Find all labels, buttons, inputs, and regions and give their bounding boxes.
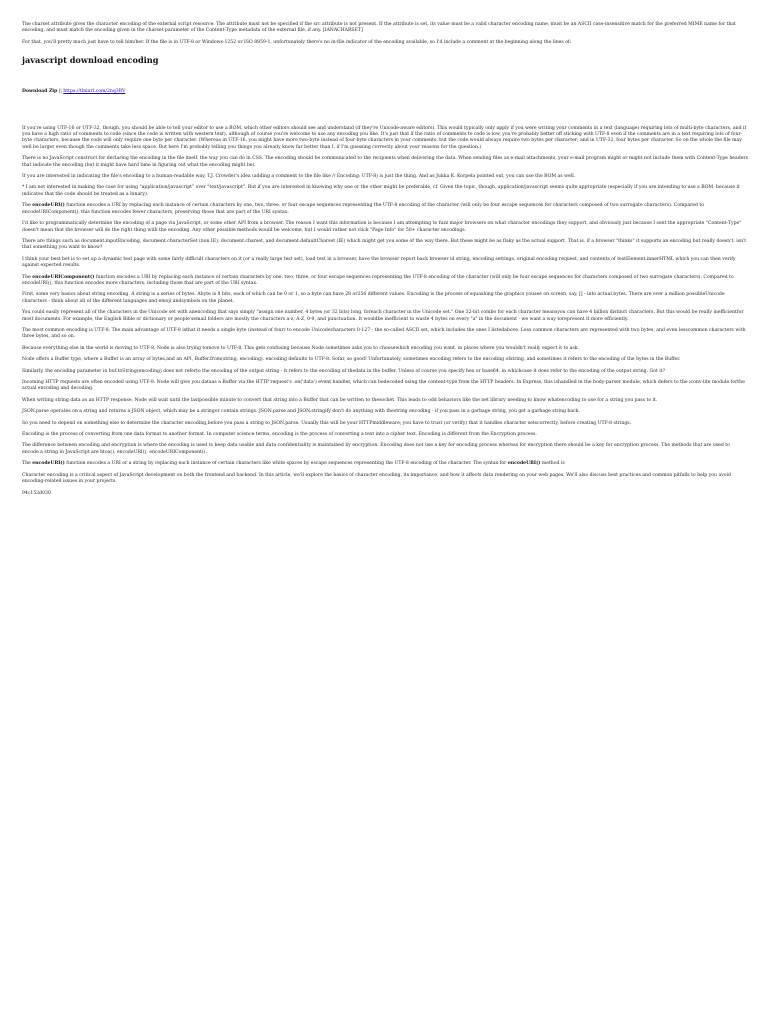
intro-paragraph-2: For that, you'll pretty much just have to tell him/her. If the file is in UTF-8 or Windows-1252 or ISO 8859-1, unfortunately there's no in-file indicator of the encoding available, so I'd include a comment at the beginning along the lines of: <box>22 39 572 45</box>
body-paragraph: * I am not interested in making the case for using "application/javascript" over "text/javascript". But if you are interested in knowing why one or the other might be preferable, cf. Given the topic, though, application/javascript seems quite appropriate (especially if you are intending to use a BOM, because it indicates that the code should be treated as a binary). <box>22 185 740 197</box>
inline-code-term: encodeURI() <box>32 203 65 209</box>
body-paragraph: Because everything else in the world is moving to UTF-8, Node is also trying tomove to UTF-8. This gets confusing because Node sometimes asks you to choosewhich encoding you want, in places where you wouldn't really expect it to ask. <box>22 345 580 351</box>
body-paragraph: JSON.parse operates on a string and returns a JSON object, which may be a stringor contain strings. JSON.parse and JSON.stringify don't do anything with thestring encoding - if you pass in a garbage string, you get a garbage string back. <box>22 409 580 415</box>
body-paragraph: So you need to depend on something else to determine the character encoding,before you pass a string to JSON.parse. Usually this will be your HTTPmiddleware; you have to trust (or verify) that it handles character setscorrectly, before creating UTF-8 strings. <box>22 420 632 426</box>
article <box>0 0 770 498</box>
article-body <box>22 126 748 486</box>
intro-paragraph-1: The charset attribute gives the character encoding of the external script resource. The attribute must not be specified if the src attribute is not present. If the attribute is set, its value must be a valid character encoding name, must be an ASCII case-insensitive match for the preferred MIME name for that encoding, and must match the encoding given in the charset parameter of the Content-Type metadata of the external file, if any. [IANACHARSET] <box>22 22 736 34</box>
download-label: Download Zip <box>22 89 58 95</box>
body-paragraph: There is no JavaScript construct for declaring the encoding in the file itself, the way you can do in CSS. The encoding should be communicated to the recipients when delivering the data. When sending files as e-mail attachments, your e-mail program might or might not include them with Content-Type headers that indicate the encoding (but it might have hard time in figuring out what the encoding might be). <box>22 156 748 168</box>
body-paragraph: If you are interested in indicating the file's encoding to a human-readable way, T.J. Crowder's idea (adding a comment to the file like // Encoding: UTF-8) is just the thing. And as Jukka K. Korpela pointed out, you can use the BOM as well. <box>22 174 576 180</box>
body-paragraph: I think your best bet is to set up a dynamic test page with some fairly difficult characters on it (or a really large test set), load test in a browser, have the browser report back browser id string, encoding settings, original encoding request, and contents of testElement.innerHTML which you can then verify against expected results. <box>22 256 736 269</box>
page-title: javascript download encoding <box>22 55 159 66</box>
inline-code-term: encodeURI() <box>507 461 541 467</box>
download-line <box>22 89 748 95</box>
body-paragraph: Incoming HTTP requests are often encoded using UTF-8. Node will give you dataas a Buffer via the HTTP request's .on('data') event handler, which can bedecoded using the content-type from the HTTP headers. In Express, this ishandled in the body-parser module, which defers to the iconv-lite module forthe actual encoding and decoding. <box>22 380 745 392</box>
paragraph-text: The <box>22 274 33 280</box>
body-paragraph: Character encoding is a critical aspect of JavaScript development on both the frontend and backend. In this article, we'll explore the basics of character encoding, its importance, and how it affects data rendering on your web pages. We'll also discuss best practices and common pitfalls to help you avoid encoding-related issues in your projects. <box>22 472 731 485</box>
inline-code-term: encodeURI() <box>32 461 65 467</box>
body-paragraph: Similarly, the encoding parameter in buf.toString(encoding) does not referto the encoding of the output string - it refers to the encoding of thedata in the buffer. Unless of course you specify hex or base64, in whichcase it does refer to the encoding of the output string. Got it? <box>22 368 666 374</box>
body-paragraph: Encoding is the process of converting from one data format to another format. In computer science terms, encoding is the process of converting a text into a cipher text. Encoding is different from the Encryption process. <box>22 432 537 438</box>
download-link[interactable]: https://tlniurl.com/2nq3BV <box>63 89 126 95</box>
paragraph-text: The <box>22 203 33 209</box>
body-paragraph: The difference between encoding and encryption is where the encoding is used to keep data usable and data confidentiality is maintained by encryption. Encoding does not use a key for encoding process whereas for encryption there should be a key for encryption process. The methods that are used to encode a string in JavaScript are btoa(), encodeURI(), encodeURIComponent(). <box>22 443 730 455</box>
body-paragraph: First, some very basics about string encoding. A string is a series of bytes. Abyte is 8 bits, each of which can be 0 or 1, so a byte can have 28 or256 different values. Encoding is the process of squashing the graphics yousee on screen, say, [] - into actual bytes. There are over a million possibleUnicode characters - think about all of the different languages and emoji andsymbols on the planet. <box>22 292 725 304</box>
body-paragraph <box>22 461 748 467</box>
paragraph-text: The <box>22 461 33 467</box>
download-separator: || <box>58 89 62 95</box>
body-paragraph: The most common encoding is UTF-8. The main advantage of UTF-8 isthat it needs a single byte (instead of four) to encode Unicodecharacters 0-127 - the so-called ASCII set, which includes the ones I listedabove. Less common characters are represented with two bytes, and even lesscommon characters with three bytes, and so on. <box>22 327 746 340</box>
paragraph-text: function encodes a URI by replacing each instance of certain characters by one, two, three, or four escape sequences representing the UTF-8 encoding of the character (will only be four escape sequences for characters composed of two surrogate characters). Compared to encodeURI(), this function encodes more characters, including those that are part of the URI syntax. <box>22 274 734 286</box>
body-paragraph: If you're using UTF-16 or UTF-32, though, you should be able to tell your editor to use a BOM, which other editors should see and understand (if they're Unicode-aware editors). This would typically only apply if you were writing your comments in a text (language) requiring lots of multi-byte characters, and if you have a high ratio of comments to code (since the code is written with western text), although of course you're welcome to use any encoding you like. It's just that if the ratio of comments to code is low, you're probably better off sticking with UTF-8 even if the comments are in a text requiring lots of four-byte characters, because the code will only require one byte per character. (Whereas in UTF-16, you might have more two-byte instead of four-byte characters in your comments, but the code would always require two bytes per character; and in UTF-32, four bytes per character. So on the whole the file may well be larger even though the comments take less space. But here I'm probably telling you things you already know far better than I, if I'm guessing correctly about your reasons for the question.) <box>22 125 747 150</box>
hash-code: 94c153d030 <box>22 491 51 497</box>
body-paragraph: Node offers a Buffer type, where a Buffer is an array of bytes,and an API, Buffer.from(string, encoding). encoding defaults to UTF-8. Sofar, so good! Unfortunately, sometimes encoding refers to the encoding ofstring, and sometimes it refers to the encoding of the bytes in the Buffer. <box>22 357 681 363</box>
body-paragraph: When writing string data as an HTTP response, Node will wait until the lastpossible minute to convert that string into a Buffer that can be written to thesocket. This leads to odd behaviors like the net library needing to know whatencoding to use for a string you pass to it. <box>22 397 658 403</box>
body-paragraph <box>22 275 748 288</box>
paragraph-text: function encodes a URI by replacing each instance of certain characters by one, two, three, or four escape sequences representing the UTF-8 encoding of the character (will only be four escape sequences for characters composed of two surrogate characters). Compared to encodeURIComponent(), this function encodes fewer characters, preserving those that are part of the URI syntax. <box>22 203 705 215</box>
inline-code-term: encodeURIComponent() <box>32 274 95 280</box>
paragraph-text: method is <box>540 461 565 467</box>
body-paragraph: There are things such as document.inputEncoding, document.characterSet (non IE), document.charset, and document.defaultCharset (IE) which might get you some of the way there. But these might be as flaky as the actual support. That is, if a browser "thinks" it supports an encoding but really doesn't, isn't that something you want to know? <box>22 238 747 251</box>
body-paragraph: I'd like to programmatically determine the encoding of a page via JavaScript, or some other API from a browser. The reason I want this information is because I am attempting to fuzz major browsers on what character encodings they support, and obviously just because I sent the appropriate "Content-Type" doesn't mean that the browser will do the right thing with the encoding. Any other possible methods would be welcome, but I would rather not click "Page Info" for 50+ character encodings. <box>22 221 742 233</box>
paragraph-text: function encodes a URI or a string by replacing each instance of certain characters like white spaces by escape sequences representing the UTF-8 encoding of the character. The syntax for <box>64 461 508 467</box>
body-paragraph <box>22 203 748 216</box>
body-paragraph: You could easily represent all of the characters in the Unicode set with anencoding that says simply "assign one number, 4 bytes (or 32 bits) long, foreach character in the Unicode set." One 32-bit combo for each character meansyou can have 4 billion distinct characters. But this would be really inefficientfor most documents. For example, the English Bible or dictionary or people'semail folders are mostly the characters a-z, A-Z, 0-9, and punctuation. It wouldbe inefficient to waste 4 bytes on every "a" in the document - we want a way torepresent it more efficiently. <box>22 310 744 322</box>
